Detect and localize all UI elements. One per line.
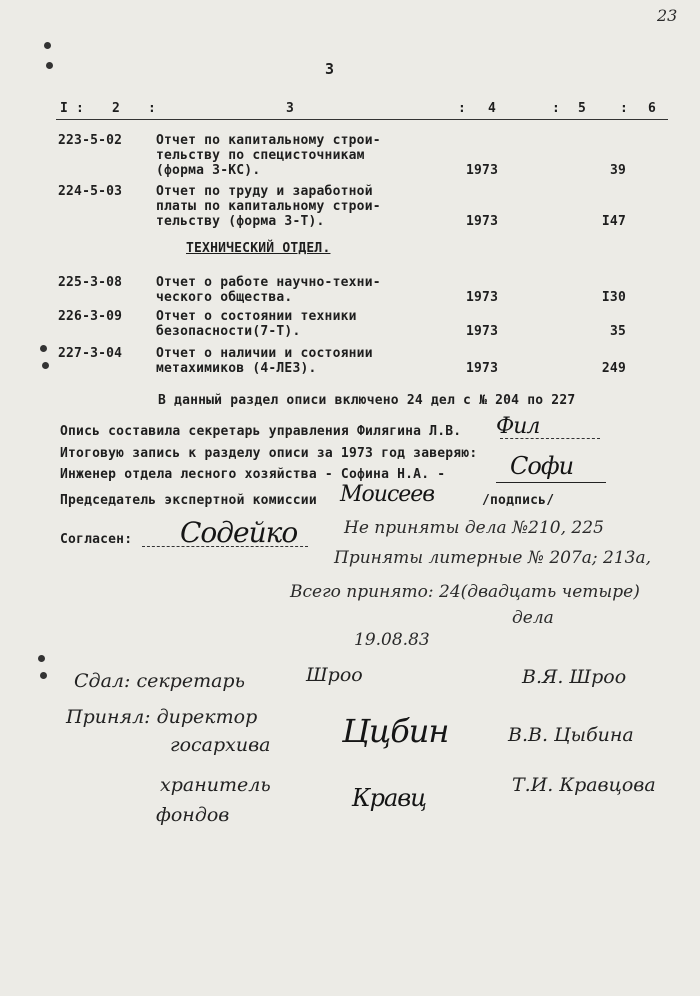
signature-chairman: Моисеев <box>340 482 435 507</box>
summary-line: В данный раздел описи включено 24 дел с № 204 по 227 <box>158 393 576 408</box>
signature-director: Ццбин <box>342 712 449 750</box>
row-year: 1973 <box>466 163 499 178</box>
note-line-1: Не приняты дела №210, 225 <box>344 518 604 538</box>
row-count: I47 <box>601 214 626 229</box>
binder-hole <box>42 362 49 369</box>
keeper-label: хранитель <box>160 774 271 796</box>
binder-hole <box>40 672 47 679</box>
note-line-2: Приняты литерные № 207а; 213а, <box>334 548 652 568</box>
binder-hole <box>40 345 47 352</box>
col-6: 6 <box>648 101 657 116</box>
row-title: Отчет о состоянии техники безопасности(7-Т). <box>156 309 357 339</box>
col-5: 5 <box>578 101 587 116</box>
binder-hole <box>44 42 51 49</box>
corner-number: 23 <box>657 6 678 25</box>
keeper-name: Т.И. Кравцова <box>512 774 656 796</box>
note-line-4: дела <box>512 608 554 628</box>
row-code: 223-5-02 <box>58 133 123 148</box>
row-year: 1973 <box>466 290 499 305</box>
agreed-label: Согласен: <box>60 532 133 547</box>
row-count: 35 <box>609 324 626 339</box>
row-code: 227-3-04 <box>58 346 123 361</box>
engineer-line: Инженер отдела лесного хозяйства - Софина Н.А. - <box>60 467 446 482</box>
col-1: I <box>60 101 69 116</box>
handed-label: Сдал: секретарь <box>74 670 245 692</box>
row-code: 225-3-08 <box>58 275 123 290</box>
signature-keeper: Кравц <box>352 784 426 812</box>
row-code: 224-5-03 <box>58 184 123 199</box>
keeper-label-2: фондов <box>156 804 230 826</box>
row-year: 1973 <box>466 361 499 376</box>
col-2: 2 <box>112 101 121 116</box>
page-number: 3 <box>325 60 335 78</box>
accepted-label: Принял: директор <box>66 706 258 728</box>
signature-sofina: Софи <box>510 452 574 480</box>
compiled-by: Опись составила секретарь управления Филягина Л.В. <box>60 424 462 439</box>
accepted-name: В.В. Цыбина <box>508 724 634 746</box>
signature-agreed: Содейко <box>180 516 298 549</box>
row-count: I30 <box>601 290 626 305</box>
section-heading: ТЕХНИЧЕСКИЙ ОТДЕЛ. <box>186 241 331 256</box>
chairman-sign-label: /подпись/ <box>482 493 555 508</box>
row-count: 39 <box>609 163 626 178</box>
header-rule <box>56 119 668 120</box>
binder-hole <box>38 655 45 662</box>
row-title: Отчет по труду и заработной платы по капитальному строи- тельству (форма 3-Т). <box>156 184 381 229</box>
accepted-label-2: госархива <box>170 734 271 756</box>
archive-page: 23 3 I : 2 : 3 : 4 : 5 : 6 223-5-02 Отчет по капитальному строи- тельству по специсточникам (форма 3-КС). 1973 39 224-5-03 Отчет по труду и заработной платы по капитальному строи- тельству (форма 3-Т). 1973 I47 ТЕХНИЧЕСКИЙ ОТДЕЛ. 225-3-08 Отчет о работе научно-техни- ческого общества. 1973 I30 226-3-09 Отчет о состоянии техники безопасности(7-Т). 1973 35 227-3-04 Отчет о наличии и состоянии метахимиков (4-ЛЕЗ). 1973 249 В данный раздел описи включено 24 дел с № 204 по 227 Опись составила секретарь управления Филягина Л.В. Фил Итоговую запись к разделу описи за 1973 год заверяю: Инженер отдела лесного хозяйства - Софина Н.А. - Софи Председатель экспертной комиссии Моисеев /подпись/ Согласен: Содейко Не приняты дела №210, 225 Приняты литерные № 207а; 213а, Всего принято: 24(двадцать четыре) дела 19.08.83 Сдал: секретарь Шроо В.Я. Шроо Принял: директор госархива Ццбин В.В. Цыбина хранитель фондов Кравц Т.И. Кравцова <box>0 0 700 996</box>
binder-hole <box>46 62 53 69</box>
row-count: 249 <box>601 361 626 376</box>
signature-filyagina: Фил <box>496 414 540 439</box>
date: 19.08.83 <box>354 630 430 650</box>
row-title: Отчет о наличии и состоянии метахимиков (4-ЛЕЗ). <box>156 346 373 376</box>
note-line-3: Всего принято: 24(двадцать четыре) <box>290 582 640 602</box>
row-title: Отчет о работе научно-техни- ческого общества. <box>156 275 381 305</box>
final-record: Итоговую запись к разделу описи за 1973 год заверяю: <box>60 446 478 461</box>
chairman-line: Председатель экспертной комиссии <box>60 493 317 508</box>
col-3: 3 <box>286 101 295 116</box>
row-code: 226-3-09 <box>58 309 123 324</box>
row-year: 1973 <box>466 214 499 229</box>
row-title: Отчет по капитальному строи- тельству по специсточникам (форма 3-КС). <box>156 133 381 178</box>
handed-signature: Шроо <box>306 664 363 686</box>
row-year: 1973 <box>466 324 499 339</box>
col-4: 4 <box>488 101 497 116</box>
handed-name: В.Я. Шроо <box>522 666 627 688</box>
